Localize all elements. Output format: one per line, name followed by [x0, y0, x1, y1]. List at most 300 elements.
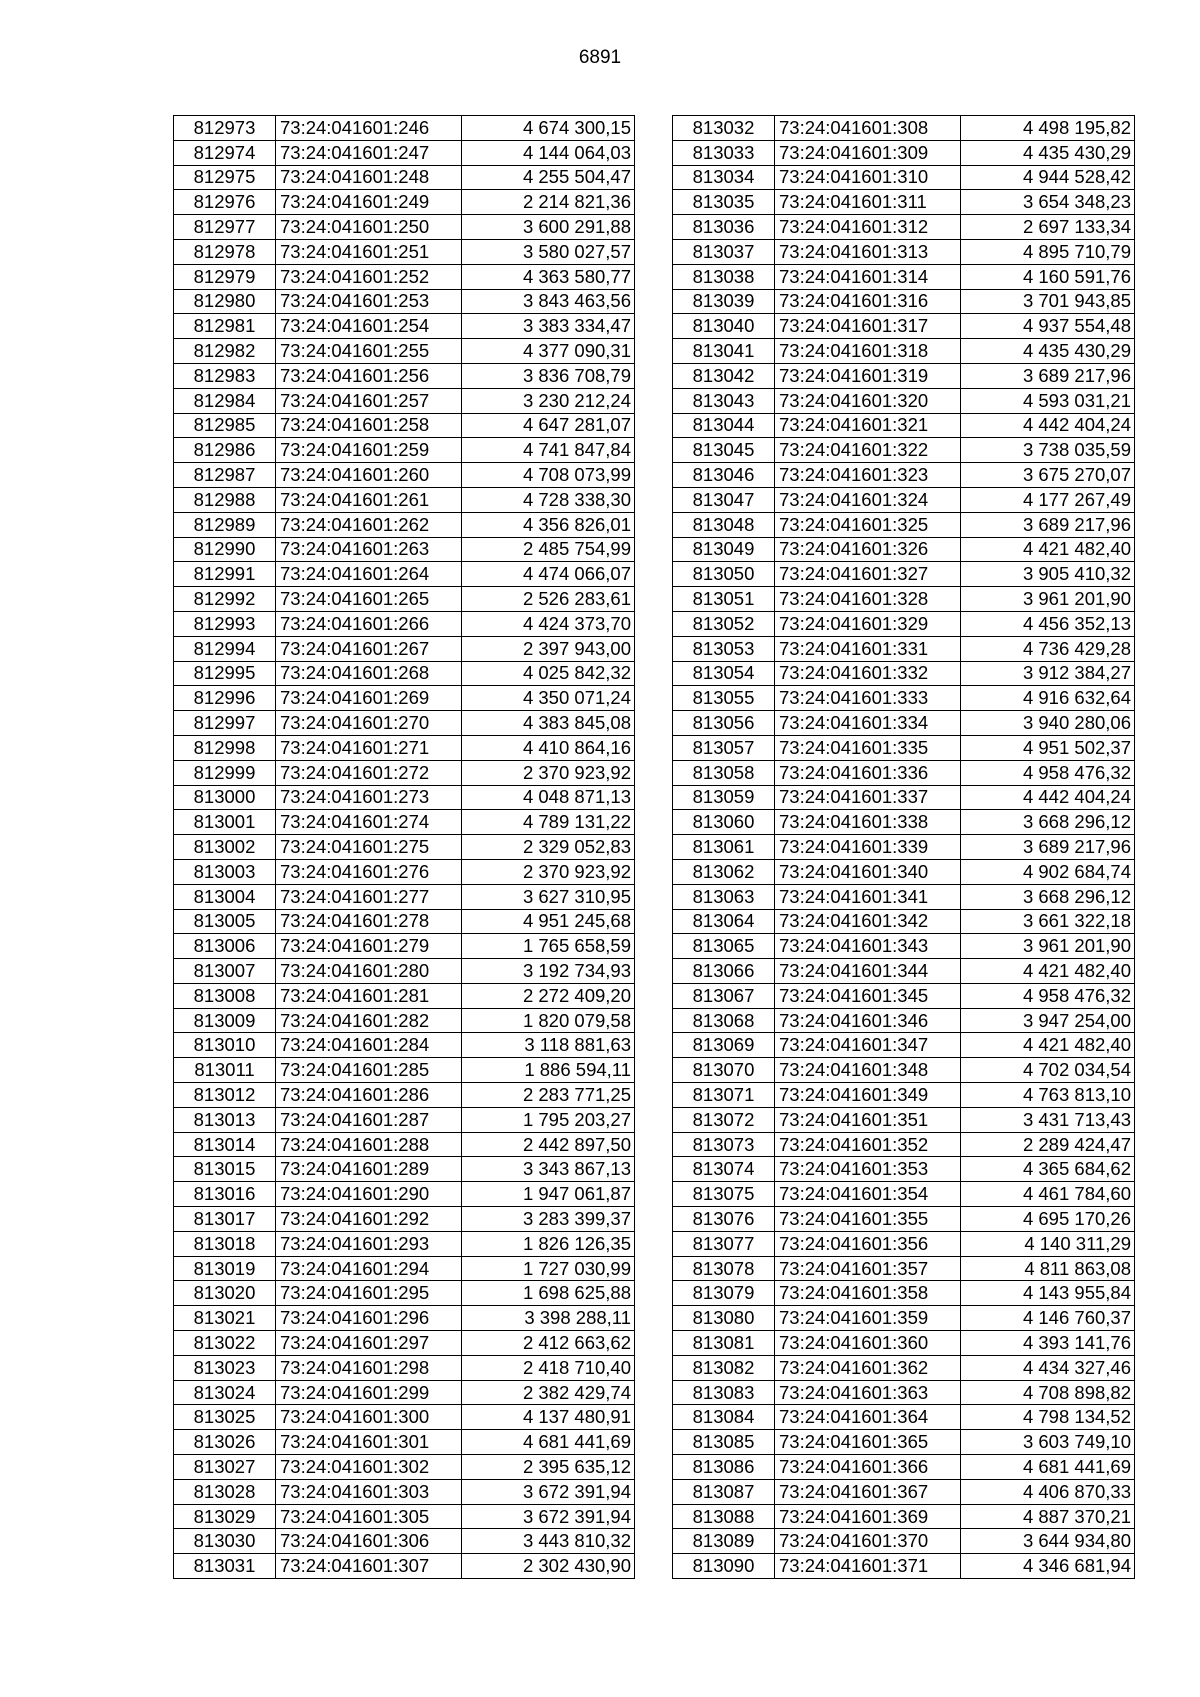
value-cell: 4 363 580,77 [462, 264, 635, 289]
value-cell: 4 160 591,76 [961, 264, 1135, 289]
table-row [673, 884, 1135, 909]
table-row [673, 562, 1135, 587]
row-number-cell: 813045 [673, 438, 775, 463]
value-cell: 4 681 441,69 [462, 1430, 635, 1455]
cadastral-number-cell: 73:24:041601:367 [775, 1479, 961, 1504]
row-number-cell: 813047 [673, 487, 775, 512]
value-cell: 2 283 771,25 [462, 1083, 635, 1108]
value-cell: 4 674 300,15 [462, 116, 635, 141]
value-cell: 4 435 430,29 [961, 339, 1135, 364]
row-number-cell: 813010 [174, 1033, 276, 1058]
table-row [673, 1207, 1135, 1232]
cadastral-number-cell: 73:24:041601:309 [775, 140, 961, 165]
cadastral-number-cell: 73:24:041601:289 [276, 1157, 462, 1182]
cadastral-number-cell: 73:24:041601:249 [276, 190, 462, 215]
value-cell: 3 343 867,13 [462, 1157, 635, 1182]
row-number-cell: 813079 [673, 1281, 775, 1306]
value-cell: 3 627 310,95 [462, 884, 635, 909]
table-row [673, 215, 1135, 240]
cadastral-number-cell: 73:24:041601:344 [775, 959, 961, 984]
table-row [673, 190, 1135, 215]
value-cell: 4 393 141,76 [961, 1331, 1135, 1356]
value-cell: 4 410 864,16 [462, 735, 635, 760]
cadastral-number-cell: 73:24:041601:328 [775, 587, 961, 612]
cadastral-number-cell: 73:24:041601:295 [276, 1281, 462, 1306]
row-number-cell: 813015 [174, 1157, 276, 1182]
row-number-cell: 812988 [174, 487, 276, 512]
row-number-cell: 813066 [673, 959, 775, 984]
row-number-cell: 813077 [673, 1231, 775, 1256]
cadastral-number-cell: 73:24:041601:349 [775, 1083, 961, 1108]
cadastral-number-cell: 73:24:041601:314 [775, 264, 961, 289]
row-number-cell: 813017 [174, 1207, 276, 1232]
table-row [673, 735, 1135, 760]
value-cell: 4 435 430,29 [961, 140, 1135, 165]
cadastral-number-cell: 73:24:041601:258 [276, 413, 462, 438]
cadastral-number-cell: 73:24:041601:364 [775, 1405, 961, 1430]
row-number-cell: 813074 [673, 1157, 775, 1182]
row-number-cell: 813070 [673, 1058, 775, 1083]
cadastral-number-cell: 73:24:041601:360 [775, 1331, 961, 1356]
table-row [174, 661, 635, 686]
table-row [174, 1331, 635, 1356]
table-row [673, 339, 1135, 364]
table-row [174, 239, 635, 264]
row-number-cell: 813019 [174, 1256, 276, 1281]
cadastral-number-cell: 73:24:041601:261 [276, 487, 462, 512]
row-number-cell: 812987 [174, 463, 276, 488]
table-row [174, 785, 635, 810]
table-row [673, 1083, 1135, 1108]
value-cell: 4 434 327,46 [961, 1355, 1135, 1380]
value-cell: 4 681 441,69 [961, 1455, 1135, 1480]
row-number-cell: 813053 [673, 636, 775, 661]
row-number-cell: 813000 [174, 785, 276, 810]
value-cell: 1 727 030,99 [462, 1256, 635, 1281]
cadastral-number-cell: 73:24:041601:337 [775, 785, 961, 810]
value-cell: 1 826 126,35 [462, 1231, 635, 1256]
value-cell: 3 383 334,47 [462, 314, 635, 339]
cadastral-number-cell: 73:24:041601:338 [775, 810, 961, 835]
cadastral-number-cell: 73:24:041601:354 [775, 1182, 961, 1207]
cadastral-number-cell: 73:24:041601:325 [775, 512, 961, 537]
row-number-cell: 812998 [174, 735, 276, 760]
row-number-cell: 813067 [673, 983, 775, 1008]
cadastral-number-cell: 73:24:041601:346 [775, 1008, 961, 1033]
cadastral-number-cell: 73:24:041601:305 [276, 1504, 462, 1529]
cadastral-number-cell: 73:24:041601:362 [775, 1355, 961, 1380]
cadastral-number-cell: 73:24:041601:262 [276, 512, 462, 537]
table-row [174, 1207, 635, 1232]
value-cell: 4 048 871,13 [462, 785, 635, 810]
cadastral-number-cell: 73:24:041601:353 [775, 1157, 961, 1182]
table-row [174, 1256, 635, 1281]
cadastral-number-cell: 73:24:041601:288 [276, 1132, 462, 1157]
row-number-cell: 813012 [174, 1083, 276, 1108]
row-number-cell: 813090 [673, 1554, 775, 1579]
value-cell: 4 377 090,31 [462, 339, 635, 364]
value-cell: 4 741 847,84 [462, 438, 635, 463]
table-row [673, 810, 1135, 835]
row-number-cell: 812989 [174, 512, 276, 537]
row-number-cell: 813009 [174, 1008, 276, 1033]
value-cell: 4 944 528,42 [961, 165, 1135, 190]
row-number-cell: 813044 [673, 413, 775, 438]
row-number-cell: 813007 [174, 959, 276, 984]
row-number-cell: 813065 [673, 934, 775, 959]
cadastral-number-cell: 73:24:041601:280 [276, 959, 462, 984]
cadastral-number-cell: 73:24:041601:293 [276, 1231, 462, 1256]
cadastral-number-cell: 73:24:041601:296 [276, 1306, 462, 1331]
row-number-cell: 813036 [673, 215, 775, 240]
cadastral-number-cell: 73:24:041601:357 [775, 1256, 961, 1281]
table-row [673, 611, 1135, 636]
row-number-cell: 813083 [673, 1380, 775, 1405]
row-number-cell: 813028 [174, 1479, 276, 1504]
cadastral-number-cell: 73:24:041601:355 [775, 1207, 961, 1232]
cadastral-number-cell: 73:24:041601:369 [775, 1504, 961, 1529]
value-cell: 3 912 384,27 [961, 661, 1135, 686]
value-cell: 3 689 217,96 [961, 835, 1135, 860]
row-number-cell: 813035 [673, 190, 775, 215]
value-cell: 2 370 923,92 [462, 859, 635, 884]
table-row [673, 909, 1135, 934]
cadastral-number-cell: 73:24:041601:342 [775, 909, 961, 934]
value-cell: 2 302 430,90 [462, 1554, 635, 1579]
value-cell: 4 356 826,01 [462, 512, 635, 537]
cadastral-number-cell: 73:24:041601:267 [276, 636, 462, 661]
row-number-cell: 812974 [174, 140, 276, 165]
cadastral-number-cell: 73:24:041601:259 [276, 438, 462, 463]
table-row [673, 959, 1135, 984]
row-number-cell: 813050 [673, 562, 775, 587]
value-cell: 3 689 217,96 [961, 512, 1135, 537]
value-cell: 2 526 283,61 [462, 587, 635, 612]
table-row [174, 1405, 635, 1430]
cadastral-number-cell: 73:24:041601:348 [775, 1058, 961, 1083]
row-number-cell: 813021 [174, 1306, 276, 1331]
value-cell: 3 675 270,07 [961, 463, 1135, 488]
row-number-cell: 813006 [174, 934, 276, 959]
row-number-cell: 813071 [673, 1083, 775, 1108]
row-number-cell: 813087 [673, 1479, 775, 1504]
row-number-cell: 813057 [673, 735, 775, 760]
row-number-cell: 812994 [174, 636, 276, 661]
value-cell: 1 820 079,58 [462, 1008, 635, 1033]
value-cell: 2 272 409,20 [462, 983, 635, 1008]
cadastral-number-cell: 73:24:041601:290 [276, 1182, 462, 1207]
value-cell: 4 937 554,48 [961, 314, 1135, 339]
table-row [673, 1554, 1135, 1579]
row-number-cell: 813008 [174, 983, 276, 1008]
row-number-cell: 813085 [673, 1430, 775, 1455]
value-cell: 4 728 338,30 [462, 487, 635, 512]
value-cell: 3 672 391,94 [462, 1504, 635, 1529]
value-cell: 4 143 955,84 [961, 1281, 1135, 1306]
table-row [174, 190, 635, 215]
value-cell: 4 365 684,62 [961, 1157, 1135, 1182]
table-row [673, 1380, 1135, 1405]
table-row [174, 140, 635, 165]
left-table [173, 115, 635, 1579]
cadastral-number-cell: 73:24:041601:277 [276, 884, 462, 909]
cadastral-number-cell: 73:24:041601:341 [775, 884, 961, 909]
value-cell: 2 395 635,12 [462, 1455, 635, 1480]
cadastral-number-cell: 73:24:041601:359 [775, 1306, 961, 1331]
table-row [673, 363, 1135, 388]
table-row [174, 636, 635, 661]
table-row [174, 611, 635, 636]
cadastral-number-cell: 73:24:041601:251 [276, 239, 462, 264]
cadastral-number-cell: 73:24:041601:345 [775, 983, 961, 1008]
row-number-cell: 813041 [673, 339, 775, 364]
table-row [174, 562, 635, 587]
table-row [673, 314, 1135, 339]
table-row [174, 463, 635, 488]
table-row [174, 1083, 635, 1108]
cadastral-number-cell: 73:24:041601:324 [775, 487, 961, 512]
value-cell: 3 668 296,12 [961, 884, 1135, 909]
row-number-cell: 813025 [174, 1405, 276, 1430]
value-cell: 4 951 502,37 [961, 735, 1135, 760]
value-cell: 3 672 391,94 [462, 1479, 635, 1504]
cadastral-number-cell: 73:24:041601:276 [276, 859, 462, 884]
value-cell: 3 961 201,90 [961, 587, 1135, 612]
value-cell: 3 580 027,57 [462, 239, 635, 264]
cadastral-number-cell: 73:24:041601:252 [276, 264, 462, 289]
table-row [174, 1281, 635, 1306]
cadastral-number-cell: 73:24:041601:254 [276, 314, 462, 339]
table-row [673, 289, 1135, 314]
row-number-cell: 812993 [174, 611, 276, 636]
cadastral-number-cell: 73:24:041601:270 [276, 711, 462, 736]
table-row [174, 289, 635, 314]
table-row [174, 959, 635, 984]
cadastral-number-cell: 73:24:041601:370 [775, 1529, 961, 1554]
value-cell: 4 702 034,54 [961, 1058, 1135, 1083]
value-cell: 3 192 734,93 [462, 959, 635, 984]
table-row [174, 512, 635, 537]
value-cell: 1 765 658,59 [462, 934, 635, 959]
cadastral-number-cell: 73:24:041601:352 [775, 1132, 961, 1157]
table-row [174, 1355, 635, 1380]
cadastral-number-cell: 73:24:041601:292 [276, 1207, 462, 1232]
value-cell: 4 140 311,29 [961, 1231, 1135, 1256]
value-cell: 3 689 217,96 [961, 363, 1135, 388]
row-number-cell: 813032 [673, 116, 775, 141]
table-row [174, 1182, 635, 1207]
cadastral-number-cell: 73:24:041601:339 [775, 835, 961, 860]
row-number-cell: 812999 [174, 760, 276, 785]
row-number-cell: 813016 [174, 1182, 276, 1207]
table-row [673, 711, 1135, 736]
table-row [174, 1107, 635, 1132]
cadastral-number-cell: 73:24:041601:268 [276, 661, 462, 686]
value-cell: 3 600 291,88 [462, 215, 635, 240]
table-row [673, 1355, 1135, 1380]
table-row [673, 587, 1135, 612]
row-number-cell: 813049 [673, 537, 775, 562]
table-row [174, 116, 635, 141]
row-number-cell: 813018 [174, 1231, 276, 1256]
cadastral-number-cell: 73:24:041601:365 [775, 1430, 961, 1455]
cadastral-number-cell: 73:24:041601:265 [276, 587, 462, 612]
cadastral-number-cell: 73:24:041601:294 [276, 1256, 462, 1281]
row-number-cell: 812992 [174, 587, 276, 612]
value-cell: 4 421 482,40 [961, 959, 1135, 984]
cadastral-number-cell: 73:24:041601:308 [775, 116, 961, 141]
table-row [174, 884, 635, 909]
table-row [174, 1306, 635, 1331]
table-row [174, 760, 635, 785]
cadastral-number-cell: 73:24:041601:366 [775, 1455, 961, 1480]
table-row [673, 1008, 1135, 1033]
value-cell: 3 701 943,85 [961, 289, 1135, 314]
value-cell: 4 789 131,22 [462, 810, 635, 835]
value-cell: 4 498 195,82 [961, 116, 1135, 141]
value-cell: 3 644 934,80 [961, 1529, 1135, 1554]
row-number-cell: 813024 [174, 1380, 276, 1405]
table-row [673, 537, 1135, 562]
table-row [673, 438, 1135, 463]
table-row [673, 1182, 1135, 1207]
cadastral-number-cell: 73:24:041601:263 [276, 537, 462, 562]
table-row [673, 116, 1135, 141]
value-cell: 4 144 064,03 [462, 140, 635, 165]
row-number-cell: 813076 [673, 1207, 775, 1232]
value-cell: 4 025 842,32 [462, 661, 635, 686]
table-row [174, 686, 635, 711]
cadastral-number-cell: 73:24:041601:256 [276, 363, 462, 388]
cadastral-number-cell: 73:24:041601:272 [276, 760, 462, 785]
table-row [174, 413, 635, 438]
table-row [673, 264, 1135, 289]
table-row [673, 1430, 1135, 1455]
table-row [673, 1033, 1135, 1058]
value-cell: 4 255 504,47 [462, 165, 635, 190]
table-row [673, 1256, 1135, 1281]
row-number-cell: 813056 [673, 711, 775, 736]
cadastral-number-cell: 73:24:041601:331 [775, 636, 961, 661]
cadastral-number-cell: 73:24:041601:284 [276, 1033, 462, 1058]
cadastral-number-cell: 73:24:041601:281 [276, 983, 462, 1008]
value-cell: 4 177 267,49 [961, 487, 1135, 512]
row-number-cell: 813040 [673, 314, 775, 339]
table-row [174, 1455, 635, 1480]
table-row [673, 859, 1135, 884]
cadastral-number-cell: 73:24:041601:333 [775, 686, 961, 711]
row-number-cell: 813086 [673, 1455, 775, 1480]
value-cell: 4 461 784,60 [961, 1182, 1135, 1207]
row-number-cell: 813063 [673, 884, 775, 909]
table-row [174, 388, 635, 413]
table-row [174, 487, 635, 512]
row-number-cell: 812976 [174, 190, 276, 215]
row-number-cell: 813034 [673, 165, 775, 190]
table-row [174, 735, 635, 760]
value-cell: 4 763 813,10 [961, 1083, 1135, 1108]
value-cell: 1 698 625,88 [462, 1281, 635, 1306]
left-table-body [174, 116, 635, 1579]
row-number-cell: 813060 [673, 810, 775, 835]
cadastral-number-cell: 73:24:041601:356 [775, 1231, 961, 1256]
row-number-cell: 812980 [174, 289, 276, 314]
cadastral-number-cell: 73:24:041601:334 [775, 711, 961, 736]
row-number-cell: 813078 [673, 1256, 775, 1281]
table-row [673, 487, 1135, 512]
table-row [673, 983, 1135, 1008]
table-row [174, 215, 635, 240]
table-row [673, 1132, 1135, 1157]
row-number-cell: 813075 [673, 1182, 775, 1207]
row-number-cell: 812978 [174, 239, 276, 264]
value-cell: 4 647 281,07 [462, 413, 635, 438]
cadastral-number-cell: 73:24:041601:318 [775, 339, 961, 364]
value-cell: 3 230 212,24 [462, 388, 635, 413]
value-cell: 4 695 170,26 [961, 1207, 1135, 1232]
row-number-cell: 813080 [673, 1306, 775, 1331]
value-cell: 2 370 923,92 [462, 760, 635, 785]
table-row [673, 1157, 1135, 1182]
cadastral-number-cell: 73:24:041601:271 [276, 735, 462, 760]
row-number-cell: 813058 [673, 760, 775, 785]
row-number-cell: 813026 [174, 1430, 276, 1455]
row-number-cell: 813002 [174, 835, 276, 860]
cadastral-number-cell: 73:24:041601:322 [775, 438, 961, 463]
value-cell: 3 940 280,06 [961, 711, 1135, 736]
row-number-cell: 813022 [174, 1331, 276, 1356]
row-number-cell: 813069 [673, 1033, 775, 1058]
cadastral-number-cell: 73:24:041601:329 [775, 611, 961, 636]
value-cell: 1 886 594,11 [462, 1058, 635, 1083]
row-number-cell: 813051 [673, 587, 775, 612]
table-row [673, 835, 1135, 860]
value-cell: 4 916 632,64 [961, 686, 1135, 711]
table-row [673, 1479, 1135, 1504]
row-number-cell: 813011 [174, 1058, 276, 1083]
page-number: 6891 [578, 47, 622, 68]
row-number-cell: 812990 [174, 537, 276, 562]
row-number-cell: 812973 [174, 116, 276, 141]
value-cell: 4 811 863,08 [961, 1256, 1135, 1281]
table-row [673, 165, 1135, 190]
cadastral-number-cell: 73:24:041601:358 [775, 1281, 961, 1306]
value-cell: 4 958 476,32 [961, 760, 1135, 785]
cadastral-number-cell: 73:24:041601:326 [775, 537, 961, 562]
row-number-cell: 812997 [174, 711, 276, 736]
value-cell: 4 798 134,52 [961, 1405, 1135, 1430]
cadastral-number-cell: 73:24:041601:300 [276, 1405, 462, 1430]
cadastral-number-cell: 73:24:041601:264 [276, 562, 462, 587]
row-number-cell: 813072 [673, 1107, 775, 1132]
cadastral-number-cell: 73:24:041601:320 [775, 388, 961, 413]
table-row [174, 587, 635, 612]
row-number-cell: 812995 [174, 661, 276, 686]
table-row [174, 1529, 635, 1554]
value-cell: 4 406 870,33 [961, 1479, 1135, 1504]
table-row [174, 264, 635, 289]
table-row [673, 785, 1135, 810]
value-cell: 4 442 404,24 [961, 413, 1135, 438]
table-row [673, 686, 1135, 711]
table-row [174, 934, 635, 959]
row-number-cell: 813005 [174, 909, 276, 934]
table-row [673, 1455, 1135, 1480]
cadastral-number-cell: 73:24:041601:303 [276, 1479, 462, 1504]
cadastral-number-cell: 73:24:041601:310 [775, 165, 961, 190]
cadastral-number-cell: 73:24:041601:332 [775, 661, 961, 686]
cadastral-number-cell: 73:24:041601:340 [775, 859, 961, 884]
